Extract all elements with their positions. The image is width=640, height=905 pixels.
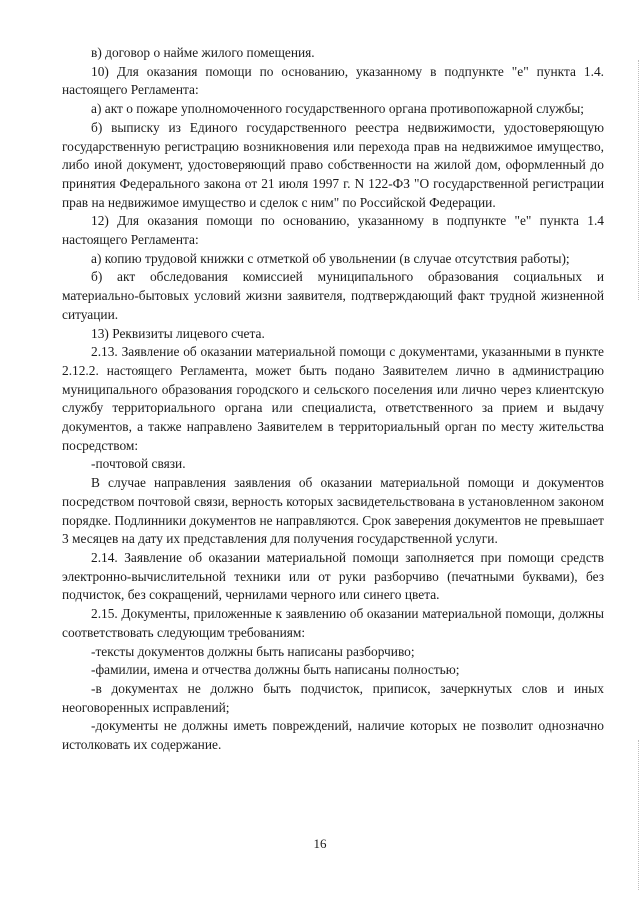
scan-edge-mark bbox=[637, 60, 639, 300]
paragraph: а) копию трудовой книжки с отметкой об увольнении (в случае отсутствия работы); bbox=[91, 250, 570, 266]
paragraph: -документы не должны иметь повреждений, наличие которых не позволит однозначно истолковать их содержание. bbox=[62, 718, 604, 753]
paragraph: б) акт обследования комиссией муниципального образования социальных и материально-бытовых условий жизни заявителя, подтверждающий факт трудной жизненной ситуации. bbox=[62, 269, 604, 322]
paragraph: 13) Реквизиты лицевого счета. bbox=[91, 325, 265, 341]
paragraph: б) выписку из Единого государственного реестра недвижимости, удостоверяющую государственную регистрацию возникновения или перехода прав на недвижимое имущество, либо иной документ, удостоверяющий право собственности на жилой дом, оформленный до принятия Федерального закона от 21 июля 1997 г. N 122-ФЗ "О государственной регистрации прав на недвижимое имущество и сделок с ним" по Российской Федерации. bbox=[62, 119, 604, 210]
paragraph: -тексты документов должны быть написаны разборчиво; bbox=[91, 643, 415, 659]
paragraph: 2.13. Заявление об оказании материальной помощи с документами, указанными в пункте 2.12.2. настоящего Регламента, может быть подано Заявителем лично в администрацию муниципального образования городского и сельского поселения или лично через клиентскую службу территориального органа или специалиста, ответственного за прием и выдачу документов, а также направлено Заявителем в территориальный орган по месту жительства посредством: bbox=[62, 344, 604, 453]
paragraph: 10) Для оказания помощи по основанию, указанному в подпункте "е" пункта 1.4. настоящего Регламента: bbox=[62, 63, 604, 98]
document-body bbox=[62, 44, 604, 755]
paragraph: -в документах не должно быть подчисток, приписок, зачеркнутых слов и иных неоговоренных исправлений; bbox=[62, 680, 604, 715]
page-number: 16 bbox=[313, 836, 327, 851]
paragraph: 12) Для оказания помощи по основанию, указанному в подпункте "е" пункта 1.4 настоящего Регламента: bbox=[62, 213, 604, 248]
paragraph: -почтовой связи. bbox=[91, 456, 186, 472]
paragraph: В случае направления заявления об оказании материальной помощи и документов посредством почтовой связи, верность которых засвидетельствована в установленном законом порядке. Подлинники документов не направляются. Срок заверения документов не превышает 3 месяцев на дату их представления для получения государственной услуги. bbox=[62, 475, 604, 547]
scan-edge-mark bbox=[637, 740, 639, 890]
paragraph: 2.14. Заявление об оказании материальной помощи заполняется при помощи средств электронно-вычислительной техники или от руки разборчиво (печатными буквами), без подчисток, без сокращений, чернилами черного или синего цвета. bbox=[62, 549, 604, 603]
paragraph: -фамилии, имена и отчества должны быть написаны полностью; bbox=[91, 662, 460, 678]
paragraph: в) договор о найме жилого помещения. bbox=[91, 45, 315, 60]
paragraph: а) акт о пожаре уполномоченного государственного органа противопожарной службы; bbox=[91, 101, 584, 117]
paragraph: 2.15. Документы, приложенные к заявлению об оказании материальной помощи, должны соответствовать следующим требованиям: bbox=[62, 606, 604, 640]
